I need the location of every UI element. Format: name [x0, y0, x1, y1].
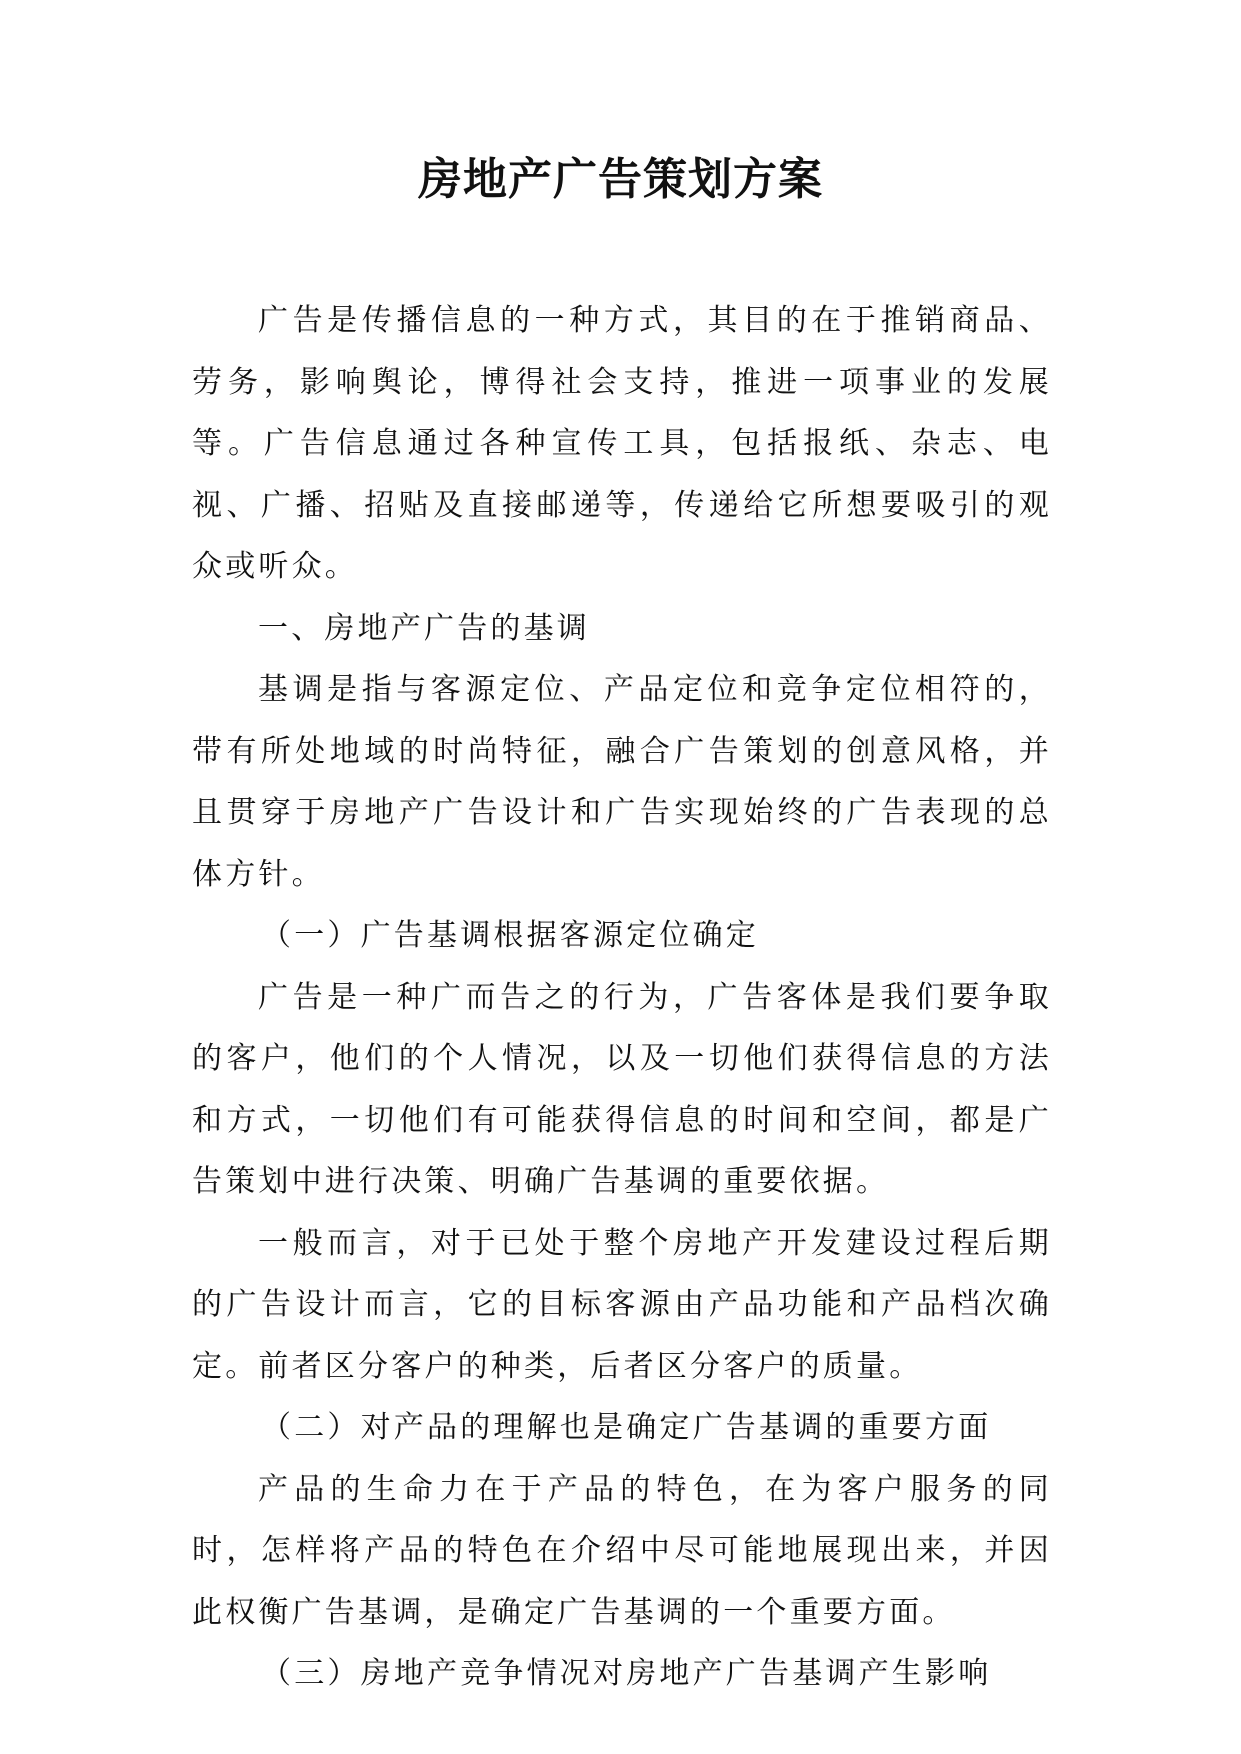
- body-paragraph: 广告是一种广而告之的行为，广告客体是我们要争取的客户，他们的个人情况，以及一切他们获得信息的方法和方式，一切他们有可能获得信息的时间和空间，都是广告策划中进行决策、明确广告基调的重要依据。: [192, 979, 1052, 1199]
- body-paragraph: 一般而言，对于已处于整个房地产开发建设过程后期的广告设计而言，它的目标客源由产品功能和产品档次确定。前者区分客户的种类，后者区分客户的质量。: [192, 1225, 1052, 1384]
- body-paragraph: 基调是指与客源定位、产品定位和竞争定位相符的，带有所处地域的时尚特征，融合广告策划的创意风格，并且贯穿于房地产广告设计和广告实现始终的广告表现的总体方针。: [192, 672, 1052, 892]
- body-paragraph: 产品的生命力在于产品的特色，在为客户服务的同时，怎样将产品的特色在介绍中尽可能地展现出来，并因此权衡广告基调，是确定广告基调的一个重要方面。: [192, 1471, 1052, 1630]
- subsection-heading-1: （一）广告基调根据客源定位确定: [261, 918, 759, 953]
- subsection-heading-3: （三）房地产竞争情况对房地产广告基调产生影响: [261, 1656, 992, 1691]
- document-body: [192, 290, 1052, 1705]
- document-title: 房地产广告策划方案: [418, 154, 823, 205]
- intro-paragraph: 广告是传播信息的一种方式，其目的在于推销商品、劳务，影响舆论，博得社会支持，推进一项事业的发展等。广告信息通过各种宣传工具，包括报纸、杂志、电视、广播、招贴及直接邮递等，传递给它所想要吸引的观众或听众。: [192, 303, 1052, 584]
- section-heading-1: 一、房地产广告的基调: [258, 610, 590, 646]
- subsection-heading-2: （二）对产品的理解也是确定广告基调的重要方面: [261, 1410, 992, 1445]
